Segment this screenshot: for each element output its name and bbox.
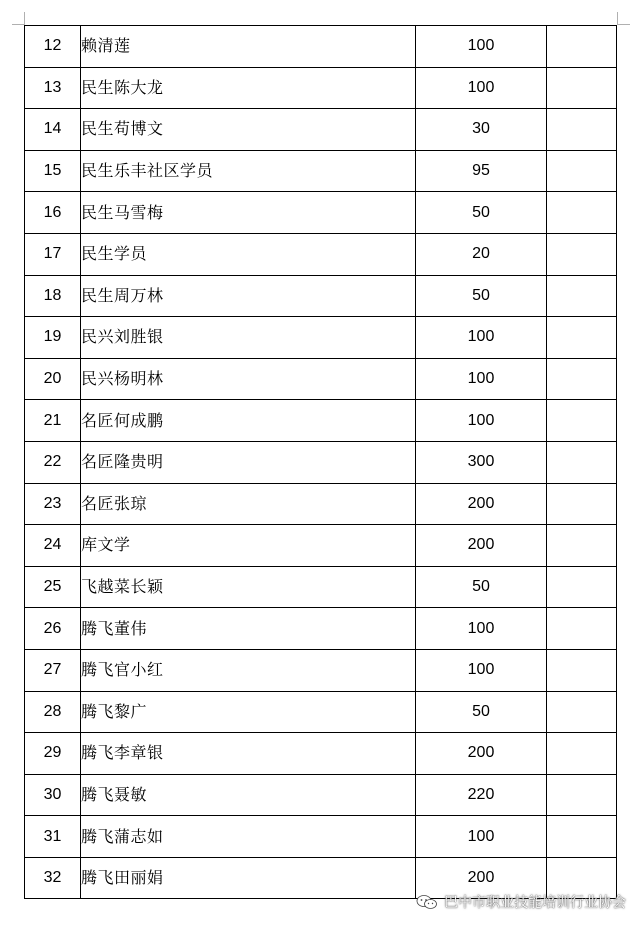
table-row [25,608,617,650]
donation-amount: 100 [416,26,547,68]
donation-amount: 50 [416,192,547,234]
donor-name: 民生学员 [81,233,416,275]
donation-amount: 100 [416,67,547,109]
donor-name: 名匠何成鹏 [81,400,416,442]
remark-cell [547,400,617,442]
remark-cell [547,150,617,192]
remark-cell [547,525,617,567]
donor-name: 名匠张琼 [81,483,416,525]
table-row [25,67,617,109]
donation-amount: 100 [416,400,547,442]
donor-name: 民生陈大龙 [81,67,416,109]
donation-table-body [25,26,617,899]
table-row [25,441,617,483]
donation-amount: 30 [416,109,547,151]
row-number: 26 [25,608,81,650]
row-number: 17 [25,233,81,275]
donor-name: 民生周万林 [81,275,416,317]
donor-name: 腾飞田丽娟 [81,857,416,899]
table-row [25,192,617,234]
donation-amount: 100 [416,649,547,691]
donation-table [24,25,617,899]
donor-name: 腾飞蒲志如 [81,816,416,858]
wechat-icon [416,894,438,910]
donor-name: 民生乐丰社区学员 [81,150,416,192]
donation-amount: 20 [416,233,547,275]
remark-cell [547,109,617,151]
table-row [25,400,617,442]
row-number: 16 [25,192,81,234]
donation-amount: 95 [416,150,547,192]
row-number: 14 [25,109,81,151]
watermark-text: 巴中市职业技能培训行业协会 [444,895,626,911]
row-number: 23 [25,483,81,525]
row-number: 31 [25,816,81,858]
table-row [25,649,617,691]
remark-cell [547,192,617,234]
table-row [25,317,617,359]
donor-name: 民生马雪梅 [81,192,416,234]
donor-name: 库文学 [81,525,416,567]
page-corner-mark-right [617,12,630,25]
remark-cell [547,774,617,816]
row-number: 15 [25,150,81,192]
table-row [25,275,617,317]
row-number: 21 [25,400,81,442]
donor-name: 腾飞黎广 [81,691,416,733]
page-corner-mark-left [12,12,25,25]
row-number: 19 [25,317,81,359]
remark-cell [547,608,617,650]
remark-cell [547,67,617,109]
donor-name: 民生苟博文 [81,109,416,151]
row-number: 29 [25,733,81,775]
table-row [25,233,617,275]
donation-amount: 100 [416,317,547,359]
remark-cell [547,649,617,691]
donation-amount: 200 [416,733,547,775]
donor-name: 飞越菜长颖 [81,566,416,608]
donor-name: 腾飞李章银 [81,733,416,775]
remark-cell [547,566,617,608]
table-row [25,483,617,525]
table-row [25,774,617,816]
row-number: 28 [25,691,81,733]
table-row [25,358,617,400]
row-number: 25 [25,566,81,608]
remark-cell [547,441,617,483]
donor-name: 赖清莲 [81,26,416,68]
table-row [25,691,617,733]
donation-amount: 220 [416,774,547,816]
remark-cell [547,691,617,733]
remark-cell [547,233,617,275]
table-row [25,733,617,775]
remark-cell [547,358,617,400]
row-number: 13 [25,67,81,109]
table-row [25,566,617,608]
donor-name: 腾飞官小红 [81,649,416,691]
donation-amount: 50 [416,691,547,733]
donor-name: 腾飞董伟 [81,608,416,650]
row-number: 12 [25,26,81,68]
remark-cell [547,733,617,775]
donation-amount: 100 [416,816,547,858]
row-number: 20 [25,358,81,400]
donation-amount: 100 [416,358,547,400]
donation-amount: 50 [416,275,547,317]
table-row [25,150,617,192]
remark-cell [547,275,617,317]
table-row [25,26,617,68]
donation-amount: 200 [416,483,547,525]
donation-amount: 50 [416,566,547,608]
remark-cell [547,26,617,68]
table-row [25,109,617,151]
donor-name: 腾飞聂敏 [81,774,416,816]
donor-name: 民兴刘胜银 [81,317,416,359]
remark-cell [547,816,617,858]
donor-name: 名匠隆贵明 [81,441,416,483]
table-row [25,816,617,858]
table-row [25,525,617,567]
row-number: 30 [25,774,81,816]
remark-cell [547,317,617,359]
row-number: 18 [25,275,81,317]
row-number: 24 [25,525,81,567]
wechat-watermark [416,892,626,912]
donation-amount: 300 [416,441,547,483]
donor-name: 民兴杨明林 [81,358,416,400]
remark-cell [547,483,617,525]
donation-amount: 100 [416,608,547,650]
donation-amount: 200 [416,857,547,899]
row-number: 27 [25,649,81,691]
donation-amount: 200 [416,525,547,567]
row-number: 32 [25,857,81,899]
row-number: 22 [25,441,81,483]
